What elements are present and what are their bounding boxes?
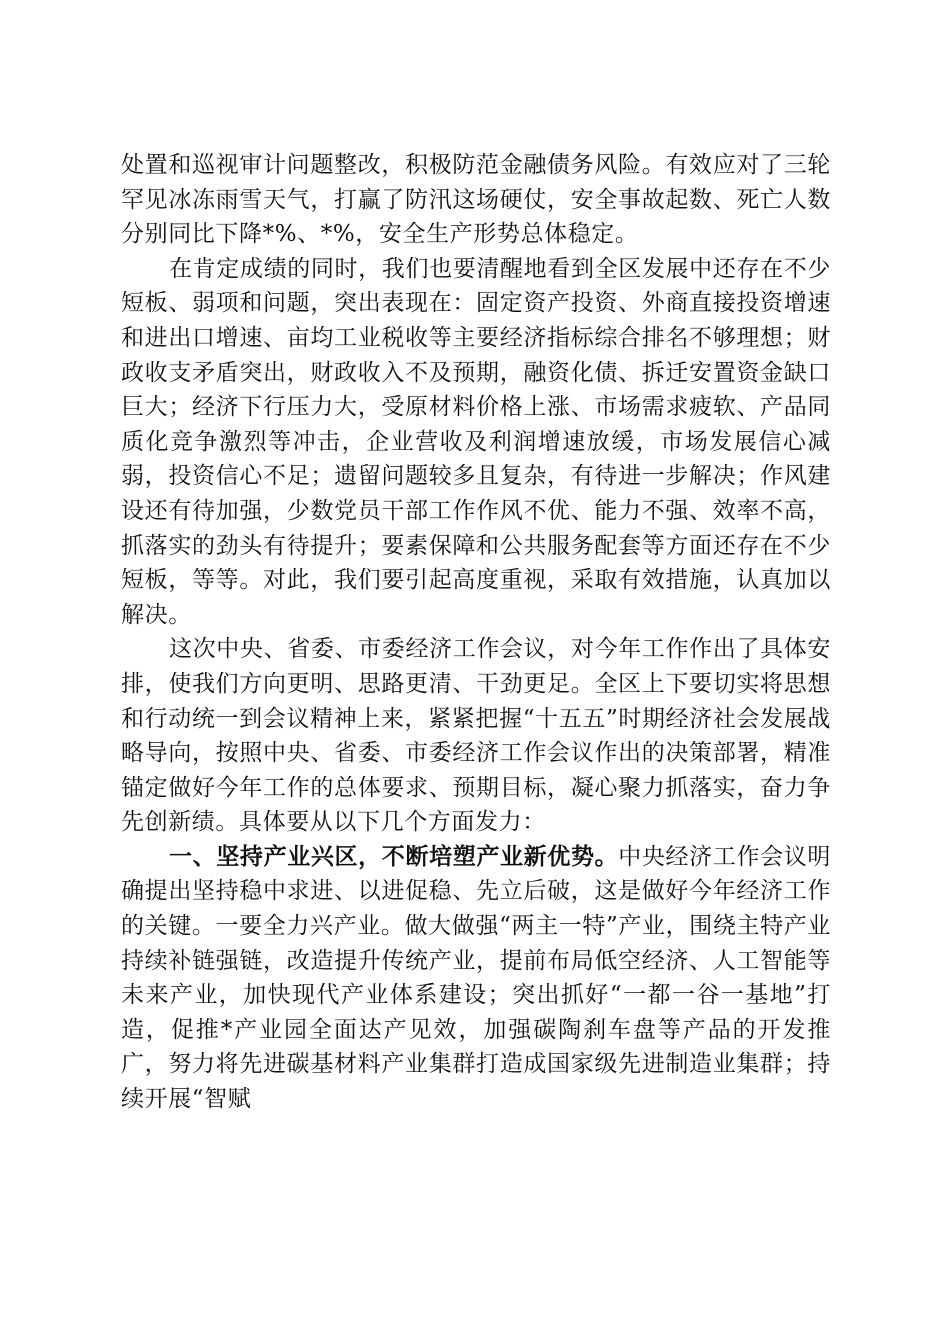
paragraph-safety-summary (121, 148, 831, 252)
paragraph-text: 这次中央、省委、市委经济工作会议，对今年工作作出了具体安排，使我们方向更明、思路更清、干劲更足。全区上下要切实将思想和行动统一到会议精神上来，紧紧把握“十五五”时期经济社会发展战略导向，按照中央、省委、市委经济工作会议作出的决策部署，精准锚定做好今年工作的总体要求、预期目标，凝心聚力抓落实，奋力争先创新绩。具体要从以下几个方面发力： (121, 636, 831, 836)
paragraph-shortcomings (121, 252, 831, 633)
document-body (121, 148, 831, 1117)
section-heading: 一、坚持产业兴区，不断培塑产业新优势。 (169, 843, 619, 870)
paragraph-text: 中央经济工作会议明确提出坚持稳中求进、以进促稳、先立后破，这是做好今年经济工作的关键。一要全力兴产业。做大做强“两主一特”产业，围绕主特产业持续补链强链，改造提升传统产业，提前布局低空经济、人工智能等未来产业，加快现代产业体系建设；突出抓好“一都一谷一基地”打造，促推*产业园全面达产见效，加强碳陶刹车盘等产品的开发推广，努力将先进碳基材料产业集群打造成国家级先进制造业集群；持续开展“智赋 (121, 843, 832, 1113)
paragraph-text: 处置和巡视审计问题整改，积极防范金融债务风险。有效应对了三轮罕见冰冻雨雪天气，打赢了防汛这场硬仗，安全事故起数、死亡人数分别同比下降*%、*%，安全生产形势总体稳定。 (121, 152, 831, 248)
paragraph-industry-priority (121, 840, 831, 1117)
paragraph-meeting-arrangements (121, 632, 831, 840)
paragraph-text: 在肯定成绩的同时，我们也要清醒地看到全区发展中还存在不少短板、弱项和问题，突出表现在：固定资产投资、外商直接投资增速和进出口增速、亩均工业税收等主要经济指标综合排名不够理想；财政收支矛盾突出，财政收入不及预期，融资化债、拆迁安置资金缺口巨大；经济下行压力大，受原材料价格上涨、市场需求疲软、产品同质化竞争激烈等冲击，企业营收及利润增速放缓，市场发展信心减弱，投资信心不足；遗留问题较多且复杂，有待进一步解决；作风建设还有待加强，少数党员干部工作作风不优、能力不强、效率不高，抓落实的劲头有待提升；要素保障和公共服务配套等方面还存在不少短板，等等。对此，我们要引起高度重视，采取有效措施，认真加以解决。 (121, 255, 831, 628)
